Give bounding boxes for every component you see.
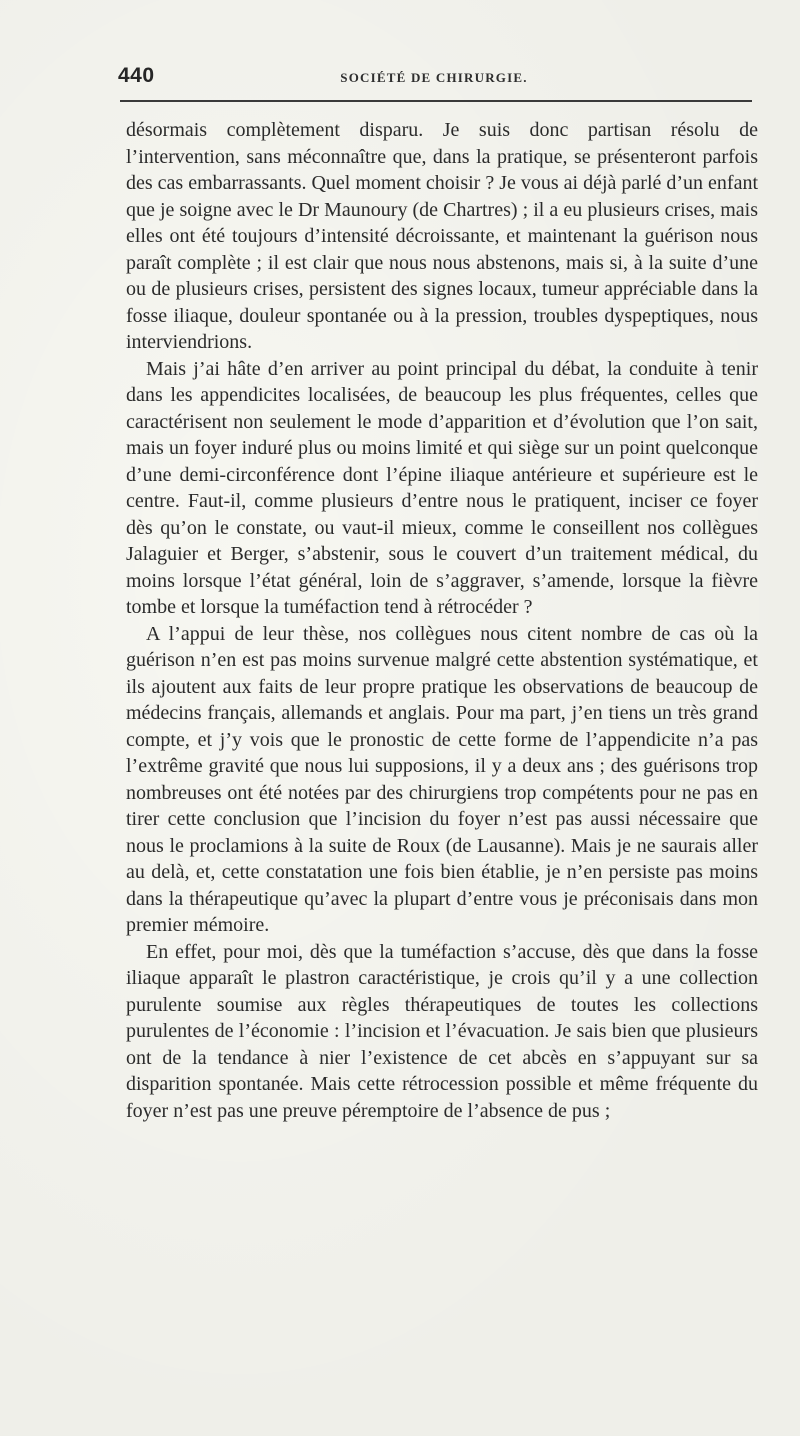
header-rule [120, 100, 752, 102]
paragraph: A l’appui de leur thèse, nos collègues nous citent nombre de cas où la guérison n’en est pas moins survenue malgré cette abstention systématique, et ils ajoutent aux faits de leur propre pratique les observations de beaucoup de médecins français, allemands et anglais. Pour ma part, j’en tiens un très grand compte, et j’y vois que le pronostic de cette forme de l’appendicite n’a pas l’extrême gravité que nous lui supposions, il y a deux ans ; des guérisons trop nombreuses ont été notées par des chirurgiens trop compétents pour ne pas en tirer cette conclusion que l’incision du foyer n’est pas aussi nécessaire que nous le proclamions à la suite de Roux (de Lausanne). Mais je ne saurais aller au delà, et, cette constatation une fois bien établie, je n’en persiste pas moins dans la thérapeutique qu’avec la plupart d’entre vous je préconisais dans mon premier mémoire. [126, 622, 758, 936]
page-number: 440 [118, 64, 155, 87]
paragraph: En effet, pour moi, dès que la tuméfaction s’accuse, dès que dans la fosse iliaque apparaît le plastron caractéristique, je crois qu’il y a une collection purulente soumise aux règles thérapeutiques de toutes les collections purulentes de l’économie : l’incision et l’évacuation. Je sais bien que plusieurs ont de la tendance à nier l’existence de cet abcès en s’appuyant sur sa disparition spontanée. Mais cette rétrocession possible et même fréquente du foyer n’est pas une preuve péremptoire de l’absence de pus ; [126, 940, 758, 1122]
paragraph: Mais j’ai hâte d’en arriver au point principal du débat, la conduite à tenir dans les appendicites localisées, de beaucoup les plus fréquentes, celles que caractérisent non seulement le mode d’apparition et d’évolution que l’on sait, mais un foyer induré plus ou moins limité et qui siège sur un point quelconque d’une demi-circonférence dont l’épine iliaque antérieure et supérieure est le centre. Faut-il, comme plusieurs d’entre nous le pratiquent, inciser ce foyer dès qu’on le constate, ou vaut-il mieux, comme le conseillent nos collègues Jalaguier et Berger, s’abstenir, sous le couvert d’un traitement médical, du moins lorsque l’état général, loin de s’aggraver, s’amende, lorsque la fièvre tombe et lorsque la tuméfaction tend à rétrocéder ? [126, 357, 758, 618]
body-text [126, 117, 758, 1124]
paragraph: désormais complètement disparu. Je suis donc partisan résolu de l’intervention, sans méconnaître que, dans la pratique, se présenteront parfois des cas embarrassants. Quel moment choisir ? Je vous ai déjà parlé d’un enfant que je soigne avec le Dr Maunoury (de Chartres) ; il a eu plusieurs crises, mais elles ont été toujours d’intensité décroissante, et maintenant la guérison nous paraît complète ; il est clair que nous nous abstenons, mais si, à la suite d’une ou de plusieurs crises, persistent des signes locaux, tumeur appréciable dans la fosse iliaque, douleur spontanée ou à la pression, troubles dyspeptiques, nous interviendrions. [126, 119, 759, 353]
page-header [118, 62, 750, 96]
running-title: SOCIÉTÉ DE CHIRURGIE. [340, 70, 528, 85]
